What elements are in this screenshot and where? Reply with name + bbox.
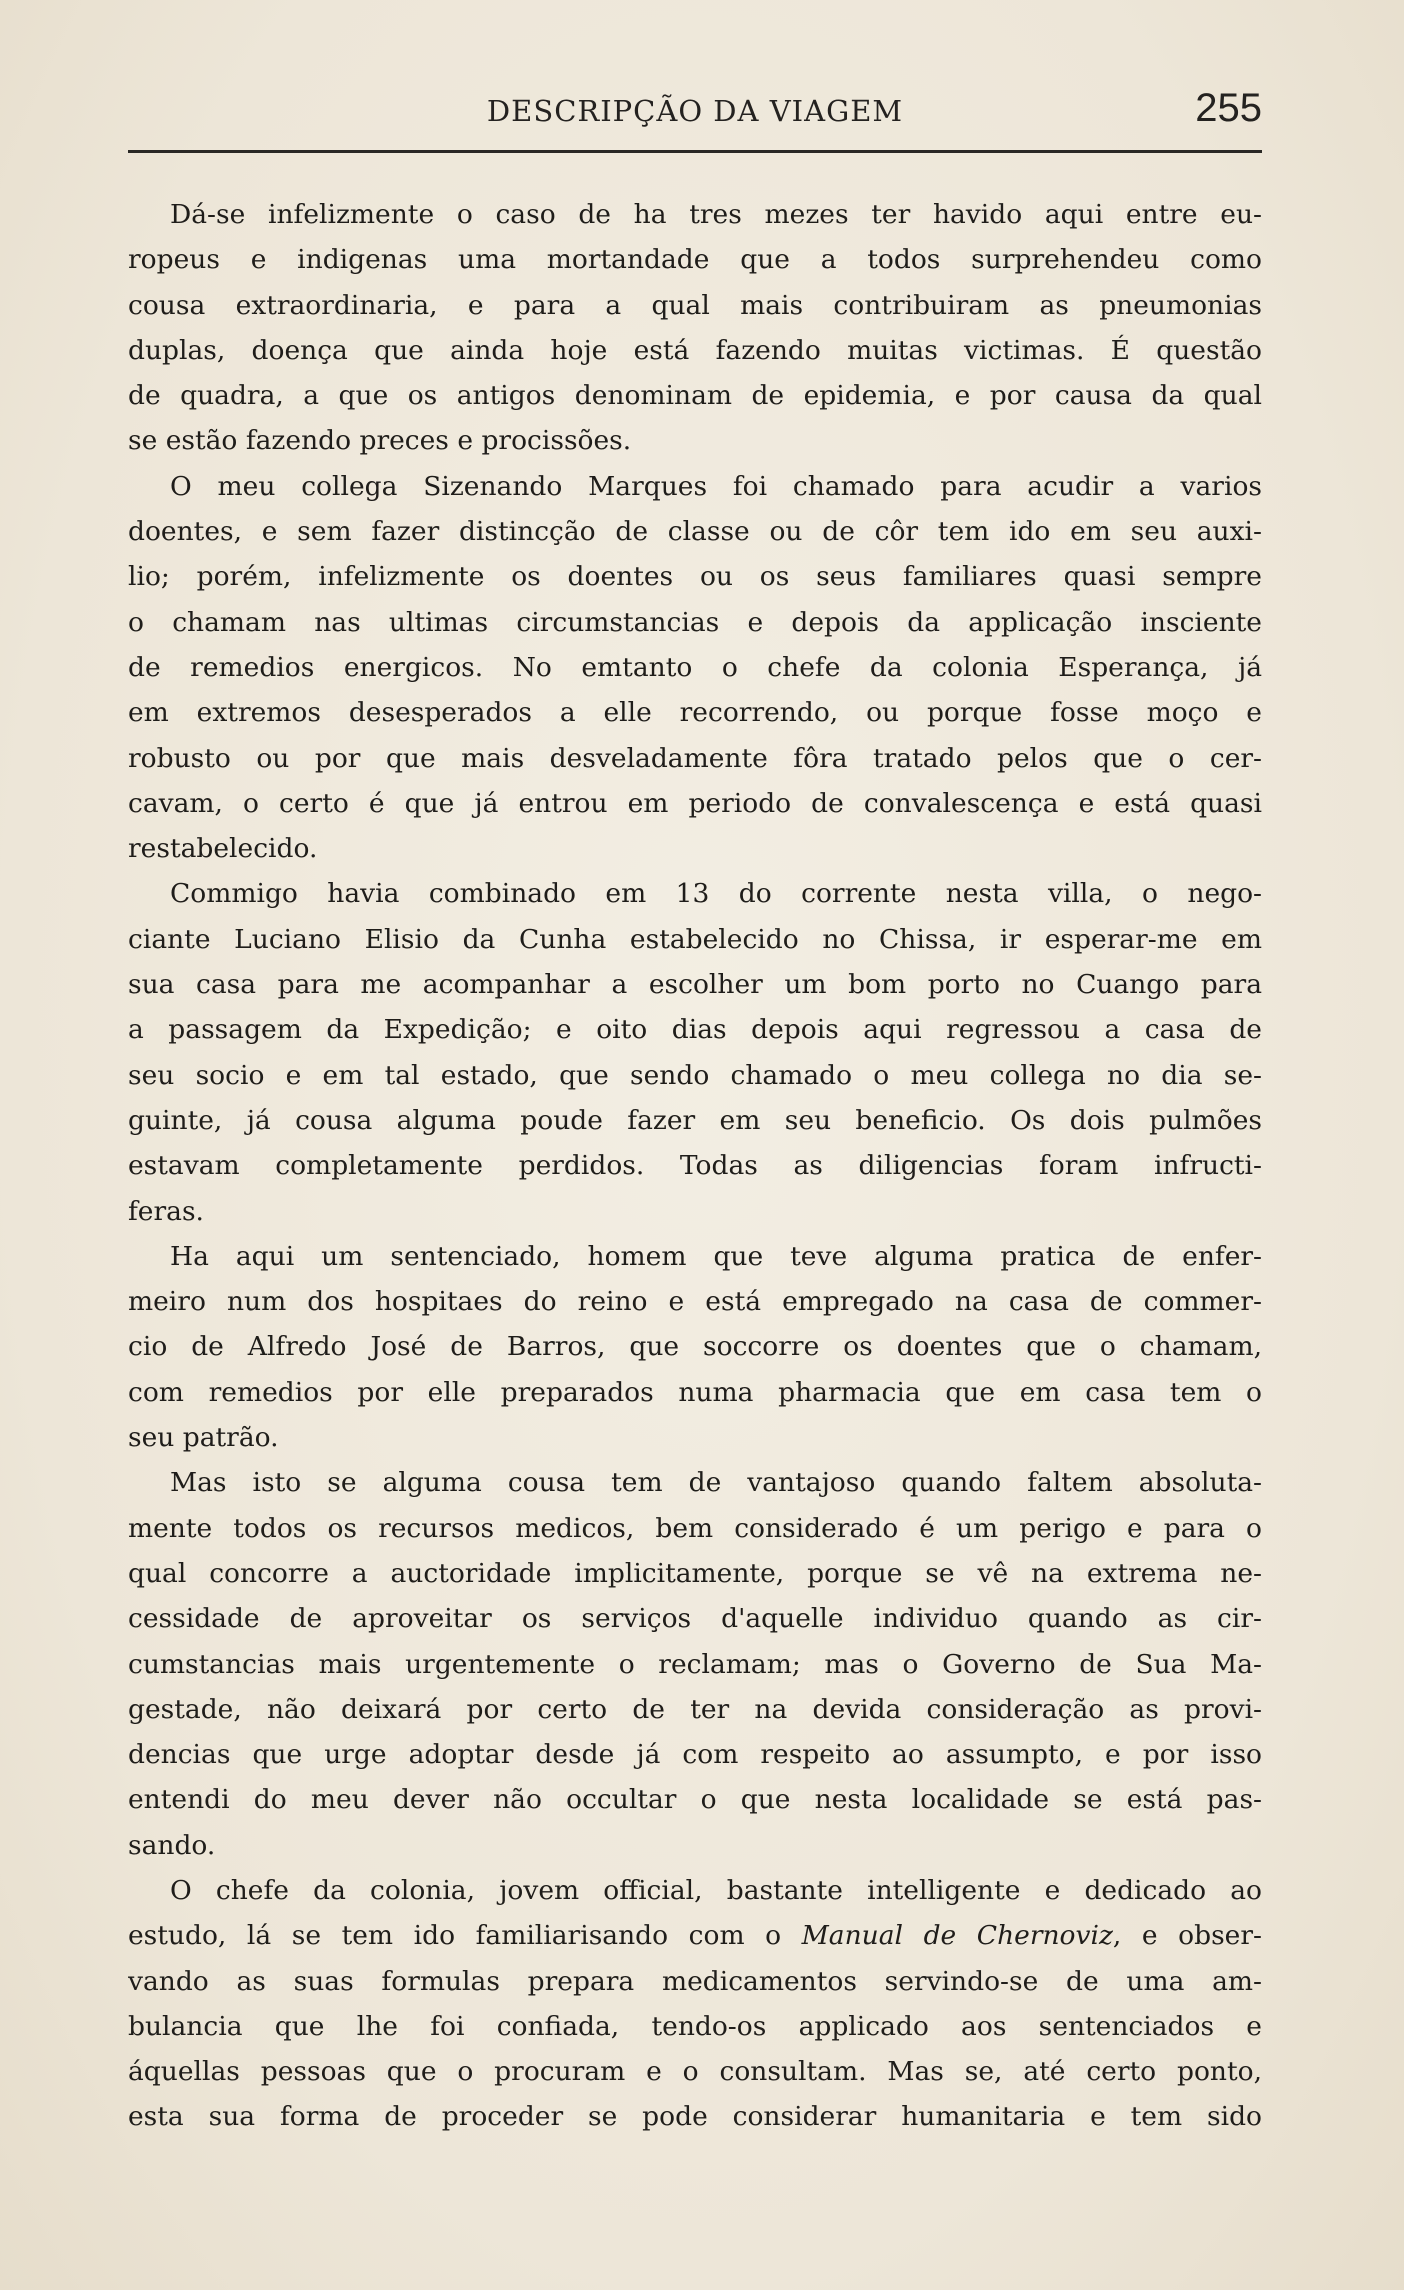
text-line: de quadra, a que os antigos denominam de epidemia, e por causa da qual bbox=[128, 380, 1262, 412]
text-line: mente todos os recursos medicos, bem considerado é um perigo e para o bbox=[128, 1512, 1262, 1544]
text-line bbox=[128, 1913, 1262, 1958]
text-line: meiro num dos hospitaes do reino e está empregado na casa de commer- bbox=[128, 1286, 1262, 1318]
text-line: em extremos desesperados a elle recorrendo, ou porque fosse moço e bbox=[128, 697, 1262, 729]
text-line: Mas isto se alguma cousa tem de vantajoso quando faltem absoluta- bbox=[170, 1467, 1262, 1499]
text-line: o chamam nas ultimas circumstancias e depois da applicação insciente bbox=[128, 606, 1262, 638]
text-line: lio; porém, infelizmente os doentes ou os seus familiares quasi sempre bbox=[128, 561, 1262, 593]
text-segment: , e obser- bbox=[1112, 1920, 1262, 1952]
text-line: feras. bbox=[128, 1195, 204, 1227]
page-header bbox=[128, 86, 1262, 138]
text-line: a passagem da Expedição; e oito dias depois aqui regressou a casa de bbox=[128, 1014, 1262, 1046]
text-line: ropeus e indigenas uma mortandade que a todos surprehendeu como bbox=[128, 244, 1262, 276]
text-line: robusto ou por que mais desveladamente fôra tratado pelos que o cer- bbox=[128, 742, 1262, 774]
text-line: O chefe da colonia, jovem official, bastante intelligente e dedicado ao bbox=[170, 1874, 1262, 1906]
text-line: com remedios por elle preparados numa pharmacia que em casa tem o bbox=[128, 1376, 1262, 1408]
text-line: vando as suas formulas prepara medicamentos servindo-se de uma am- bbox=[128, 1965, 1262, 1997]
text-line: cio de Alfredo José de Barros, que soccorre os doentes que o chamam, bbox=[128, 1331, 1262, 1363]
text-line: ciante Luciano Elisio da Cunha estabelecido no Chissa, ir esperar-me em bbox=[128, 923, 1262, 955]
text-line: de remedios energicos. No emtanto o chefe da colonia Esperança, já bbox=[128, 651, 1262, 683]
text-line: áquellas pessoas que o procuram e o consultam. Mas se, até certo ponto, bbox=[128, 2056, 1262, 2088]
text-line: sando. bbox=[128, 1829, 216, 1861]
text-line: cousa extraordinaria, e para a qual mais contribuiram as pneumonias bbox=[128, 289, 1262, 321]
text-line: qual concorre a auctoridade implicitamente, porque se vê na extrema ne- bbox=[128, 1557, 1262, 1589]
text-line: se estão fazendo preces e procissões. bbox=[128, 425, 632, 457]
text-line: esta sua forma de proceder se pode considerar humanitaria e tem sido bbox=[128, 2101, 1262, 2133]
text-line: cavam, o certo é que já entrou em periodo de convalescença e está quasi bbox=[128, 787, 1262, 819]
text-line: bulancia que lhe foi confiada, tendo-os applicado aos sentenciados e bbox=[128, 2010, 1262, 2042]
header-rule bbox=[128, 150, 1262, 153]
text-line: cessidade de aproveitar os serviços d'aquelle individuo quando as cir- bbox=[128, 1603, 1262, 1635]
text-segment: estudo, lá se tem ido familiarisando com o bbox=[128, 1920, 802, 1952]
text-line: Ha aqui um sentenciado, homem que teve alguma pratica de enfer- bbox=[170, 1240, 1262, 1272]
text-line: gestade, não deixará por certo de ter na devida consideração as provi- bbox=[128, 1693, 1262, 1725]
text-body bbox=[128, 192, 1262, 2140]
book-title: Manual de Chernoviz bbox=[801, 1920, 1113, 1952]
running-head: DESCRIPÇÃO DA VIAGEM bbox=[486, 94, 904, 128]
text-line: doentes, e sem fazer distincção de classe ou de côr tem ido em seu auxi- bbox=[128, 516, 1262, 548]
text-line: estavam completamente perdidos. Todas as diligencias foram infructi- bbox=[128, 1150, 1262, 1182]
text-line: dencias que urge adoptar desde já com respeito ao assumpto, e por isso bbox=[128, 1739, 1262, 1771]
text-line: sua casa para me acompanhar a escolher um bom porto no Cuango para bbox=[128, 969, 1262, 1001]
text-line: entendi do meu dever não occultar o que nesta localidade se está pas- bbox=[128, 1784, 1262, 1816]
text-line: Commigo havia combinado em 13 do corrente nesta villa, o nego- bbox=[170, 878, 1262, 910]
text-line: Dá-se infelizmente o caso de ha tres mezes ter havido aqui entre eu- bbox=[170, 199, 1262, 230]
text-line: restabelecido. bbox=[128, 833, 318, 865]
page-number: 255 bbox=[1195, 86, 1262, 130]
text-line: seu socio e em tal estado, que sendo chamado o meu collega no dia se- bbox=[128, 1059, 1262, 1091]
text-line: guinte, já cousa alguma poude fazer em seu beneficio. Os dois pulmões bbox=[128, 1104, 1262, 1136]
text-line: seu patrão. bbox=[128, 1422, 279, 1454]
text-line: duplas, doença que ainda hoje está fazendo muitas victimas. É questão bbox=[128, 334, 1262, 366]
text-line: O meu collega Sizenando Marques foi chamado para acudir a varios bbox=[170, 470, 1262, 502]
text-line: cumstancias mais urgentemente o reclamam; mas o Governo de Sua Ma- bbox=[128, 1648, 1262, 1680]
